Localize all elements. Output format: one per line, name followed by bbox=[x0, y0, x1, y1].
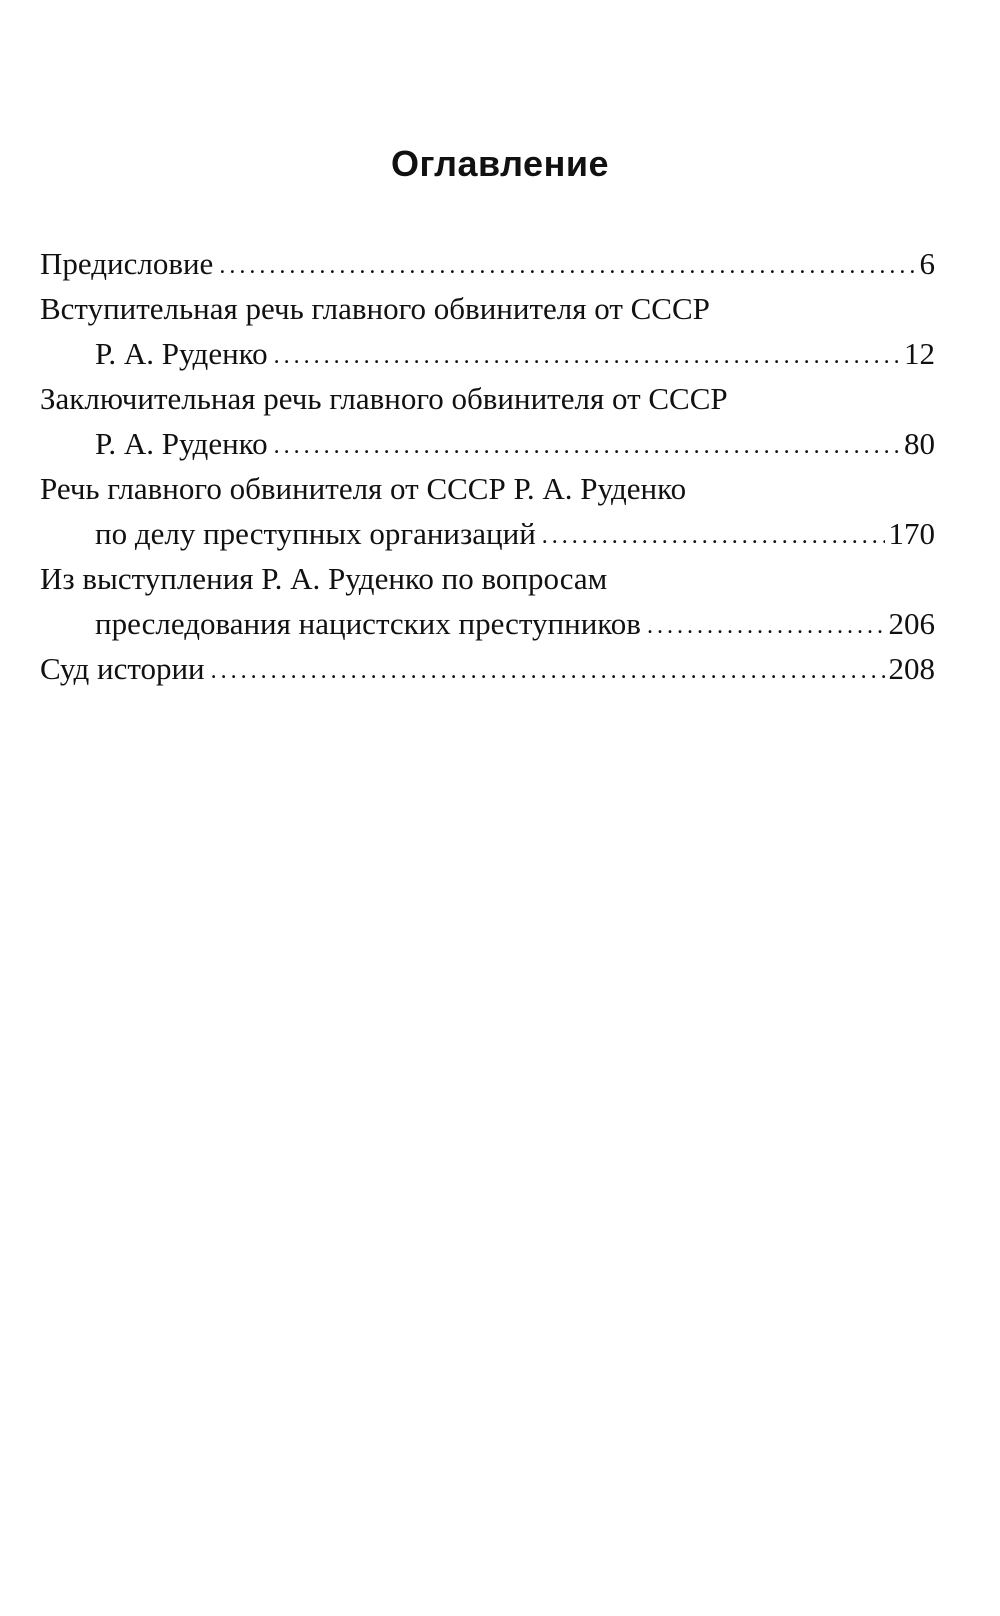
toc-entry-title: Заключительная речь главного обвинителя от СССР bbox=[40, 381, 728, 416]
toc-line bbox=[40, 556, 935, 601]
toc-entry-nazi-prosecution bbox=[40, 556, 935, 646]
toc-entry-title: Из выступления Р. А. Руденко по вопросам bbox=[40, 561, 608, 596]
table-of-contents bbox=[40, 241, 935, 691]
toc-line bbox=[40, 421, 935, 466]
toc-heading: Оглавление bbox=[391, 143, 609, 184]
toc-entry-title: Вступительная речь главного обвинителя от СССР bbox=[40, 291, 710, 326]
toc-entry-closing-speech bbox=[40, 376, 935, 466]
toc-entry-title: Речь главного обвинителя от СССР Р. А. Руденко bbox=[40, 471, 687, 506]
toc-entry-judgment-of-history bbox=[40, 646, 935, 691]
toc-entry-title: Суд истории bbox=[40, 651, 205, 686]
dot-leader bbox=[219, 244, 915, 289]
toc-line bbox=[40, 286, 935, 331]
toc-line bbox=[40, 466, 935, 511]
toc-line bbox=[40, 241, 935, 286]
toc-entry-title-continued: по делу преступных организаций bbox=[95, 516, 536, 551]
toc-entry-title-continued: преследования нацистских преступников bbox=[95, 606, 641, 641]
toc-entry-title-continued: Р. А. Руденко bbox=[95, 426, 268, 461]
toc-line bbox=[40, 511, 935, 556]
toc-line bbox=[40, 331, 935, 376]
toc-entry-criminal-organizations bbox=[40, 466, 935, 556]
toc-entry-preface bbox=[40, 241, 935, 286]
toc-entry-title-continued: Р. А. Руденко bbox=[95, 336, 268, 371]
toc-page-number: 170 bbox=[888, 516, 935, 551]
dot-leader bbox=[647, 604, 885, 649]
toc-line bbox=[40, 646, 935, 691]
dot-leader bbox=[542, 514, 885, 559]
toc-line bbox=[40, 601, 935, 646]
toc-page-number: 6 bbox=[919, 246, 935, 281]
toc-line bbox=[40, 376, 935, 421]
toc-page-number: 206 bbox=[888, 606, 935, 641]
dot-leader bbox=[211, 649, 885, 694]
dot-leader bbox=[274, 334, 900, 379]
toc-page-number: 80 bbox=[904, 426, 935, 461]
toc-entry-opening-speech bbox=[40, 286, 935, 376]
toc-page-number: 208 bbox=[888, 651, 935, 686]
toc-entry-title: Предисловие bbox=[40, 246, 214, 281]
toc-page-number: 12 bbox=[904, 336, 935, 371]
dot-leader bbox=[274, 424, 900, 469]
